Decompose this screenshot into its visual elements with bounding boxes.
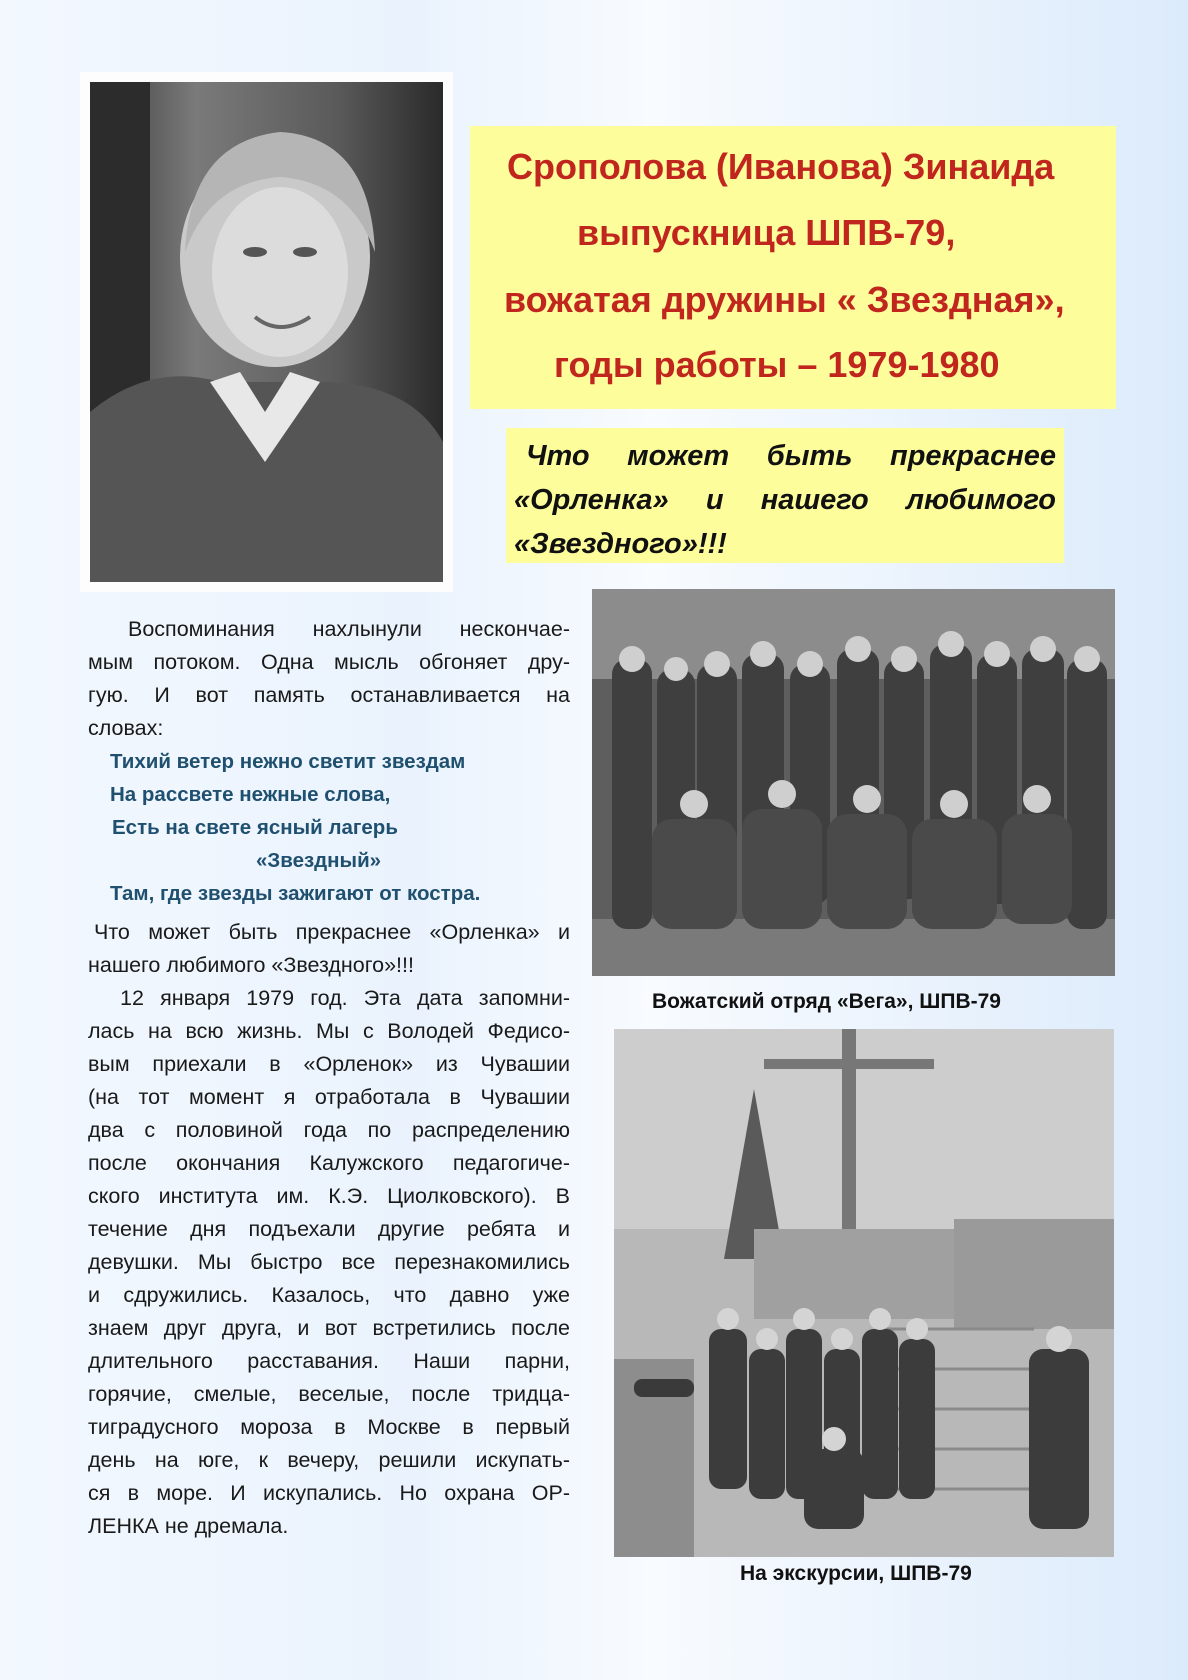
role-line: вожатая дружины « Звездная», [504,279,1065,320]
p3-line: лась на всю жизнь. Мы с Володей Федисо- [88,1019,570,1043]
p3-line: девушки. Мы быстро все перезнакомились [88,1250,570,1274]
vega-group-photo [592,589,1115,976]
poem-line: «Звездный» [256,849,382,872]
p3-line: течение дня подъехали другие ребята и [88,1217,570,1241]
quote-line-1: Что может быть прекраснее [526,440,1056,472]
p3-line: тиградусного мороза в Москве в первый [88,1415,570,1439]
quote-box [506,428,1064,563]
poem-line: Там, где звезды зажигают от костра. [110,882,481,905]
quote-line-3: «Звездного»!!! [514,528,727,560]
name-line: Срополова (Иванова) Зинаида [507,146,1055,187]
poem-line: Есть на свете ясный лагерь [112,816,398,839]
p3-line: ся в море. И искупались. Но охрана ОР- [88,1481,570,1505]
p2-line: нашего любимого «Звездного»!!! [88,953,414,977]
p3-line: ЛЕНКА не дремала. [88,1514,289,1538]
p3-line: день на юге, к вечеру, решили искупать- [88,1448,570,1472]
excursion-photo [614,1029,1114,1557]
p1-line: словах: [88,716,164,740]
vega-caption: Вожатский отряд «Вега», ШПВ-79 [652,990,1001,1013]
p3-line: ского института им. К.Э. Циолковского). В [88,1184,570,1208]
p1-line: гую. И вот память останавливается на [88,683,570,707]
poem-line: На рассвете нежные слова, [110,783,391,806]
p2-line: Что может быть прекраснее «Орленка» и [94,920,570,944]
p3-line: знаем друг друга, и вот встретились после [88,1316,570,1340]
graduate-line: выпускница ШПВ-79, [577,212,956,253]
p3-line: 12 января 1979 год. Эта дата запомни- [120,986,570,1010]
p3-line: (на тот момент я отработала в Чувашии [88,1085,570,1109]
p1-line: мым потоком. Одна мысль обгоняет дру- [88,650,570,674]
excursion-image [614,1029,1114,1557]
portrait-image [90,82,443,582]
p3-line: вым приехали в «Орленок» из Чувашии [88,1052,570,1076]
quote-line-2: «Орленка» и нашего любимого [514,484,1056,516]
p3-line: после окончания Калужского педагогиче- [88,1151,570,1175]
vega-group-image [592,589,1115,976]
portrait-photo [80,72,453,592]
p1-line: Воспоминания нахлынули нескончае- [128,617,570,641]
p3-line: длительного расставания. Наши парни, [88,1349,570,1373]
excursion-caption: На экскурсии, ШПВ-79 [740,1562,972,1585]
body-text [88,613,570,1543]
p3-line: горячие, смелые, веселые, после тридца- [88,1382,570,1406]
poem-line: Тихий ветер нежно светит звездам [110,750,466,773]
p3-line: и сдружились. Казалось, что давно уже [88,1283,570,1307]
title-box [470,126,1116,409]
years-line: годы работы – 1979-1980 [554,344,1000,385]
p3-line: два с половиной года по распределению [88,1118,570,1142]
